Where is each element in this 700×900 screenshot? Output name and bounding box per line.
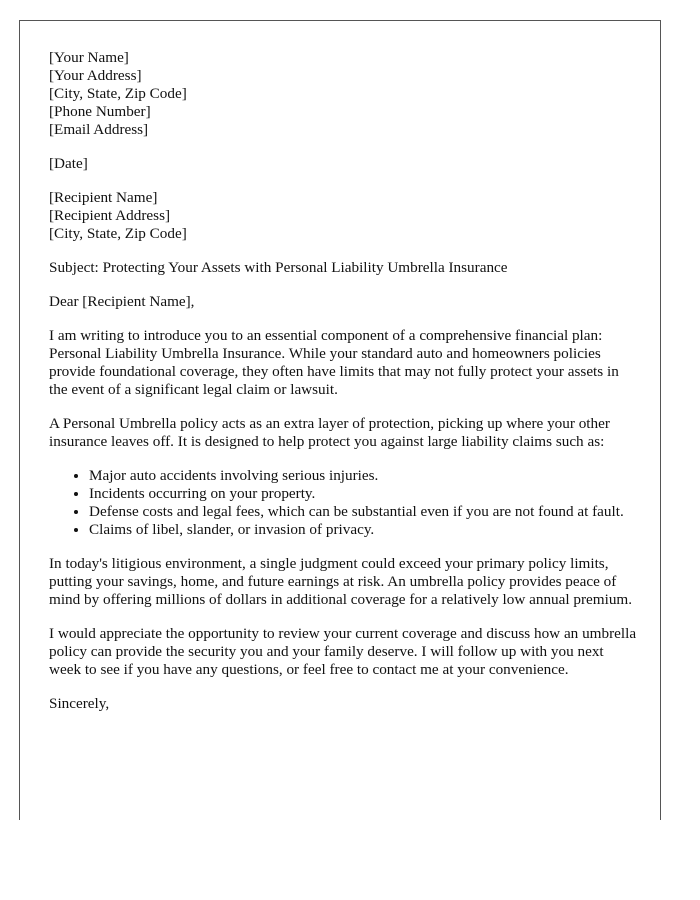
letter-closing: Sincerely, — [49, 695, 110, 712]
sender-name: [Your Name] — [49, 49, 129, 66]
sender-block — [49, 49, 639, 139]
sender-email: [Email Address] — [49, 121, 149, 138]
letter-page — [19, 20, 661, 820]
letter-date: [Date] — [49, 155, 88, 172]
liability-claims-list — [49, 467, 639, 539]
letter-subject: Subject: Protecting Your Assets with Personal Liability Umbrella Insurance — [49, 259, 508, 276]
sender-address: [Your Address] — [49, 67, 142, 84]
sender-city-state-zip: [City, State, Zip Code] — [49, 85, 187, 102]
recipient-block — [49, 189, 639, 243]
list-item: • Major auto accidents involving serious injuries. — [89, 467, 639, 485]
list-item: • Incidents occurring on your property. — [89, 485, 639, 503]
sender-phone: [Phone Number] — [49, 103, 151, 120]
recipient-address: [Recipient Address] — [49, 207, 171, 224]
paragraph-intro: I am writing to introduce you to an essential component of a comprehensive financial plan: Personal Liability Umbrella Insurance. While your standard auto and homeowners policies provide foundational coverage, they often have limits that may not fully protect your assets in the event of a significant legal claim or lawsuit. — [49, 327, 619, 398]
letter-salutation: Dear [Recipient Name], — [49, 293, 195, 310]
paragraph-umbrella-description: A Personal Umbrella policy acts as an extra layer of protection, picking up where your other insurance leaves off. It is designed to help protect you against large liability claims such as: — [49, 415, 610, 450]
date-block — [49, 155, 639, 173]
paragraph-follow-up: I would appreciate the opportunity to review your current coverage and discuss how an umbrella policy can provide the security you and your family deserve. I will follow up with you next week to see if you have any questions, or feel free to contact me at your convenience. — [49, 625, 637, 678]
letter-content — [49, 49, 639, 729]
paragraph-litigious-environment: In today's litigious environment, a single judgment could exceed your primary policy limits, putting your savings, home, and future earnings at risk. An umbrella policy provides peace of mind by offering millions of dollars in additional coverage for a relatively low annual premium. — [49, 555, 633, 608]
recipient-name: [Recipient Name] — [49, 189, 158, 206]
recipient-city-state-zip: [City, State, Zip Code] — [49, 225, 187, 242]
list-item: • Defense costs and legal fees, which can be substantial even if you are not found at fault. — [89, 503, 639, 521]
list-item: • Claims of libel, slander, or invasion of privacy. — [89, 521, 639, 539]
